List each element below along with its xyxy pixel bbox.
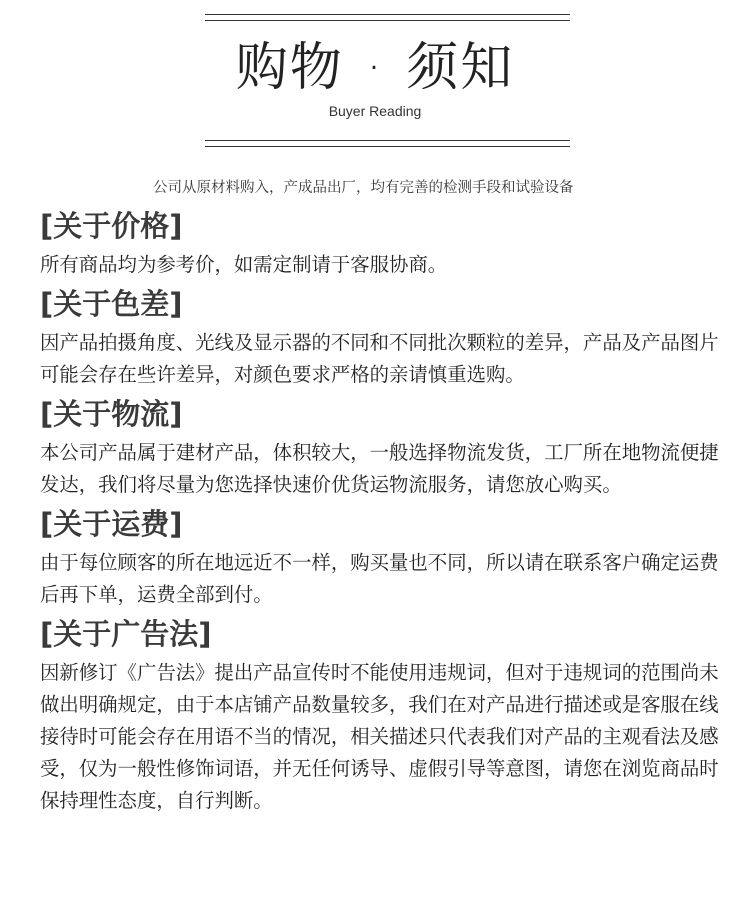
section-color-difference: [40, 284, 720, 391]
notice-sections: [40, 206, 720, 820]
section-logistics: [40, 394, 720, 501]
section-advertising-law: [40, 614, 720, 817]
page-title: [0, 38, 750, 98]
top-rule-lower: [205, 20, 570, 21]
intro-text: 公司从原材料购入，产成品出厂，均有完善的检测手段和试验设备: [153, 180, 574, 196]
section-heading: [关于运费]: [40, 507, 183, 541]
title-part-1: 购物: [235, 38, 344, 98]
section-heading: [关于价格]: [40, 209, 183, 243]
section-heading: [关于广告法]: [40, 617, 212, 651]
section-heading: [关于色差]: [40, 287, 183, 321]
section-heading: [关于物流]: [40, 397, 183, 431]
section-body: 本公司产品属于建材产品，体积较大，一般选择物流发货，工厂所在地物流便捷发达，我们将尽量为您选择快速价优货运物流服务，请您放心购买。: [40, 441, 719, 496]
bottom-rule-upper: [205, 140, 570, 141]
section-body: 因产品拍摄角度、光线及显示器的不同和不同批次颗粒的差异，产品及产品图片可能会存在些许差异，对颜色要求严格的亲请慎重选购。: [40, 331, 719, 386]
bottom-rule-lower: [205, 146, 570, 147]
section-body: 因新修订《广告法》提出产品宣传时不能使用违规词，但对于违规词的范围尚未做出明确规定，由于本店铺产品数量较多，我们在对产品进行描述或是客服在线接待时可能会存在用语不当的情况，相关描述只代表我们对产品的主观看法及感受，仅为一般性修饰词语，并无任何诱导、虚假引导等意图，请您在浏览商品时保持理性态度，自行判断。: [40, 661, 719, 812]
page-subtitle: Buyer Reading: [328, 103, 422, 119]
title-separator: ·: [365, 38, 385, 98]
section-shipping-fee: [40, 504, 720, 611]
title-part-2: 须知: [406, 38, 515, 98]
section-body: 所有商品均为参考价，如需定制请于客服协商。: [40, 253, 448, 276]
top-rule-upper: [205, 14, 570, 15]
page-header: [0, 0, 750, 160]
section-price: [40, 206, 720, 281]
section-body: 由于每位顾客的所在地远近不一样，购买量也不同，所以请在联系客户确定运费后再下单，运费全部到付。: [40, 551, 719, 606]
